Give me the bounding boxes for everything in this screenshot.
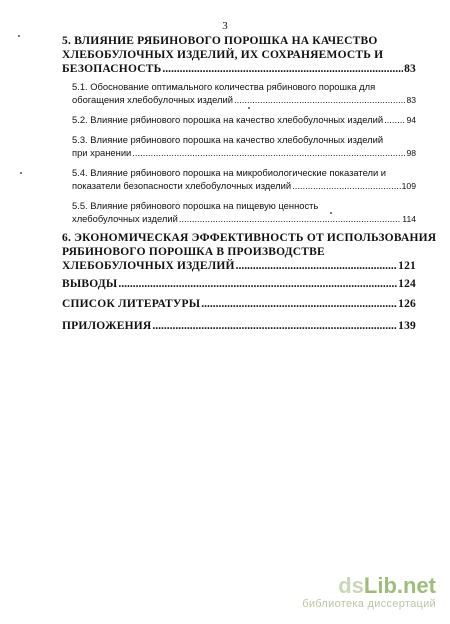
toc-leader-dots [179,212,401,225]
toc-entry-5-4[interactable] [62,166,416,193]
toc-entry-5-5[interactable] [62,199,416,226]
scan-speck [20,172,22,174]
logo-suffix: Lib.net [363,573,436,598]
toc-entry-appendices[interactable] [62,319,416,333]
page-number: 3 [222,20,228,32]
toc-entry-title: ВЫВОДЫ [62,278,118,290]
toc-entry-title: СПИСОК ЛИТЕРАТУРЫ [62,298,201,310]
toc-leader-dots [118,277,397,291]
toc-entry-references[interactable] [62,297,416,311]
toc-leader-dots [384,113,405,126]
toc-page-number: 83 [404,63,416,75]
toc-entry-title: при хранении [72,147,132,158]
toc-entry-line: 5.1. Обоснование оптимального количества рябинового порошка для [72,81,376,92]
watermark-subtitle: библиотека диссертаций [302,598,436,610]
toc-entry-title: ХЛЕБОБУЛОЧНЫХ ИЗДЕЛИЙ [62,260,235,272]
toc-leader-dots [236,259,398,273]
toc-entry-line: ХЛЕБОБУЛОЧНЫХ ИЗДЕЛИЙ, ИХ СОХРАНЯЕМОСТЬ И [62,49,384,61]
dslib-watermark [302,574,436,610]
scan-speck [330,212,332,214]
dslib-logo [302,574,436,598]
toc-page-number: 94 [406,115,416,125]
toc-entry-title: обогащения хлебобулочных изделий [72,94,233,105]
toc-entry-5-1[interactable] [62,80,416,107]
toc-entry-title: ПРИЛОЖЕНИЯ [62,320,152,332]
toc-entry-title: БЕЗОПАСНОСТЬ [62,63,162,75]
toc-page-number: 114 [402,214,416,224]
toc-entry-title: хлебобулочных изделий [72,213,178,224]
toc-entry-line: 5.3. Влияние рябинового порошка на качество хлебобулочных изделий [72,134,384,145]
toc-entry-5-2[interactable] [62,113,416,127]
toc-page-number: 83 [406,95,416,105]
scan-speck [18,35,20,37]
toc-leader-dots [162,62,403,76]
toc-page-number: 126 [398,298,416,310]
toc-entry-conclusions[interactable] [62,277,416,291]
toc-page-number: 121 [398,260,416,272]
toc-leader-dots [234,93,405,106]
toc-page-number: 98 [406,148,416,158]
toc-leader-dots [292,179,401,192]
toc-page-number: 139 [398,320,416,332]
toc-leader-dots [201,297,397,311]
toc-entry-title: показатели безопасности хлебобулочных изделий [72,180,292,191]
scan-speck [248,107,250,109]
toc-leader-dots [152,319,397,333]
toc-entry-5-3[interactable] [62,133,416,160]
toc-entry-title: 5.2. Влияние рябинового порошка на качество хлебобулочных изделий [72,114,384,125]
toc-page-number: 109 [401,181,416,191]
toc-entry-chapter-5[interactable] [62,34,416,76]
toc-entry-chapter-6[interactable] [62,231,437,273]
toc-entry-line: РЯБИНОВОГО ПОРОШКА В ПРОИЗВОДСТВЕ [62,246,325,258]
toc-page-number: 124 [398,278,416,290]
toc-entry-line: 5. ВЛИЯНИЕ РЯБИНОВОГО ПОРОШКА НА КАЧЕСТВО [62,35,378,47]
logo-prefix: ds [338,573,364,598]
toc-entry-line: 5.4. Влияние рябинового порошка на микробиологические показатели и [72,167,387,178]
toc-entry-line: 6. ЭКОНОМИЧЕСКАЯ ЭФФЕКТИВНОСТЬ ОТ ИСПОЛЬЗОВАНИЯ [62,232,437,244]
toc-leader-dots [132,146,405,159]
toc-entry-line: 5.5. Влияние рябинового порошка на пищевую ценность [72,200,319,211]
